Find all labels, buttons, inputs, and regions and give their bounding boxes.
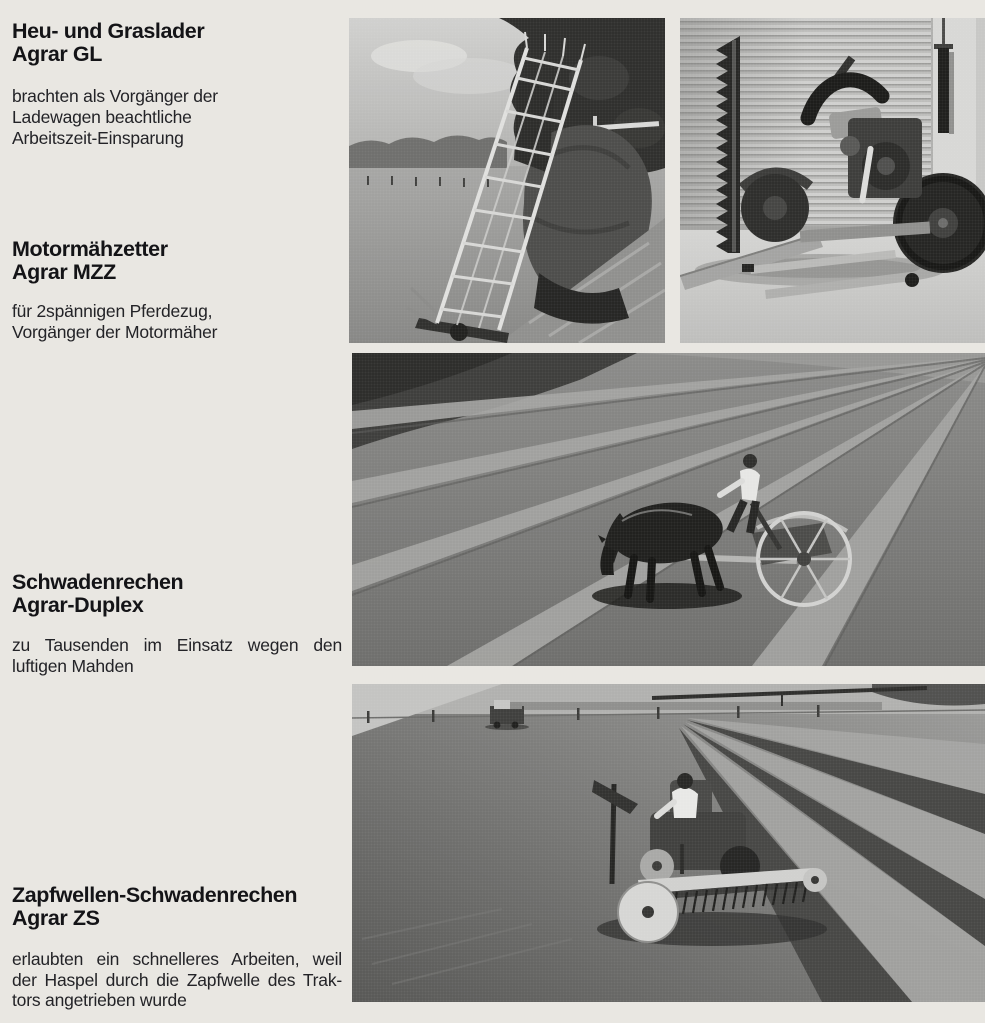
photo-zapfwellen-schwadenrechen	[352, 684, 985, 1002]
caption-line: tors angetrieben wurde	[12, 990, 187, 1010]
caption-line: für 2spännigen Pferdezug,	[12, 301, 213, 321]
heading-line: Agrar-Duplex	[12, 593, 144, 617]
heading-line: Zapfwellen-Schwadenrechen	[12, 883, 298, 907]
heading-heu-und-graslader	[12, 20, 350, 66]
caption-line: luftigen Mahden	[12, 656, 134, 676]
photo-motormaehzetter	[680, 18, 985, 343]
heading-schwadenrechen	[12, 571, 350, 617]
tractor-rake-illustration	[352, 684, 985, 1002]
horse-rake-illustration	[352, 353, 985, 666]
caption-line: brachten als Vorgänger der	[12, 86, 218, 106]
photo-heu-und-graslader	[349, 18, 665, 343]
heading-line: Agrar GL	[12, 42, 102, 66]
heading-line: Schwadenrechen	[12, 570, 184, 594]
heading-line: Agrar MZZ	[12, 260, 116, 284]
hay-loader-illustration	[349, 18, 665, 343]
caption-line: Vorgänger der Motormäher	[12, 322, 218, 342]
caption-zapfwellen-schwadenrechen	[12, 949, 342, 1011]
caption-line: Arbeitszeit-Einsparung	[12, 128, 184, 148]
motor-mower-illustration	[680, 18, 985, 343]
heading-zapfwellen-schwadenrechen	[12, 884, 350, 930]
caption-line: erlaubten ein schnelleres Arbeiten, weil	[12, 949, 342, 969]
caption-line: zu Tausenden im Einsatz wegen den	[12, 635, 342, 655]
photo-schwadenrechen-duplex	[352, 353, 985, 666]
heading-line: Agrar ZS	[12, 906, 100, 930]
caption-schwadenrechen	[12, 635, 342, 677]
heading-line: Heu- und Graslader	[12, 19, 205, 43]
caption-motormaehzetter	[12, 301, 342, 343]
caption-line: der Haspel durch die Zapfwelle des Trak-	[12, 969, 342, 990]
caption-line: Ladewagen beachtliche	[12, 107, 192, 127]
heading-motormaehzetter	[12, 238, 350, 284]
heading-line: Motormähzetter	[12, 237, 168, 261]
caption-heu-und-graslader	[12, 86, 342, 149]
